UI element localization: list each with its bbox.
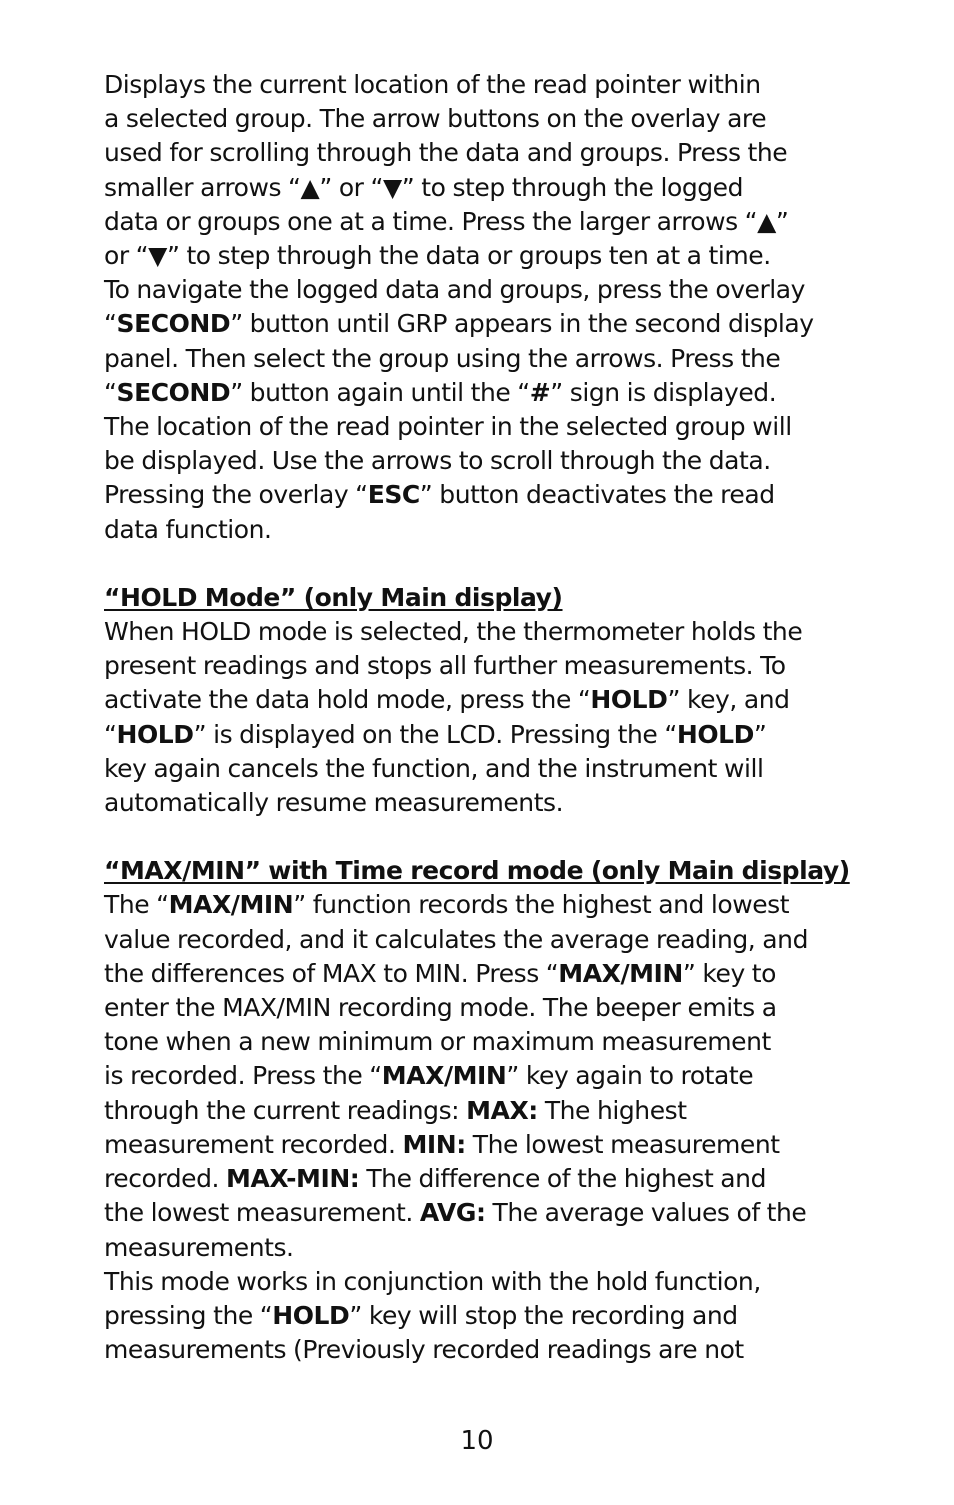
manual-page-content <box>104 68 884 1367</box>
text-run: This mode works in conjunction with the hold function, <box>104 1266 761 1296</box>
text-line <box>104 1128 884 1162</box>
read-pointer-paragraph <box>104 68 884 547</box>
text-run: through the current readings: <box>104 1095 467 1125</box>
paragraph-gap <box>104 547 884 581</box>
text-line <box>104 1196 884 1230</box>
text-run: enter the MAX/MIN recording mode. The beeper emits a <box>104 993 777 1023</box>
text-run: “ <box>104 719 117 749</box>
text-run: a selected group. The arrow buttons on the overlay are <box>104 104 767 134</box>
text-line <box>104 376 884 410</box>
bold-term: MAX: <box>466 1095 538 1125</box>
text-run: ” sign is displayed. <box>550 377 777 407</box>
text-line <box>104 68 884 102</box>
text-line <box>104 410 884 444</box>
text-run: The highest <box>537 1095 687 1125</box>
text-run: ” <box>753 719 767 749</box>
hold-mode-paragraph <box>104 615 884 820</box>
text-run: ” key will stop the recording and <box>349 1300 738 1330</box>
bold-term: SECOND <box>116 309 231 339</box>
bold-term: HOLD <box>590 685 668 715</box>
text-run: key again cancels the function, and the instrument will <box>104 753 764 783</box>
text-run: ” button deactivates the read <box>419 480 775 510</box>
text-line <box>104 102 884 136</box>
text-run: is recorded. Press the “ <box>104 1061 382 1091</box>
text-run: ” is displayed on the LCD. Pressing the “ <box>193 719 677 749</box>
text-run: ” function records the highest and lowest <box>293 890 790 920</box>
bold-term: HOLD <box>116 719 194 749</box>
text-run: data function. <box>104 514 272 544</box>
text-run: data or groups one at a time. Press the larger arrows “▲” <box>104 206 789 236</box>
text-run: be displayed. Use the arrows to scroll through the data. <box>104 446 771 476</box>
text-line <box>104 1265 884 1299</box>
text-run: “ <box>104 309 117 339</box>
text-line <box>104 615 884 649</box>
bold-term: MAX/MIN <box>168 890 294 920</box>
bold-term: MAX-MIN: <box>226 1164 360 1194</box>
text-line <box>104 1094 884 1128</box>
text-line <box>104 786 884 820</box>
text-run: When HOLD mode is selected, the thermometer holds the <box>104 617 803 647</box>
text-run: Pressing the overlay “ <box>104 480 368 510</box>
page-number: 10 <box>460 1426 494 1456</box>
text-run: The difference of the highest and <box>359 1164 766 1194</box>
text-run: ” key to <box>682 958 776 988</box>
bold-term: SECOND <box>116 377 231 407</box>
text-run: “ <box>104 377 117 407</box>
text-line <box>104 1162 884 1196</box>
text-line <box>104 273 884 307</box>
text-line <box>104 1025 884 1059</box>
text-run: used for scrolling through the data and groups. Press the <box>104 138 788 168</box>
text-run: ” key again to rotate <box>506 1061 754 1091</box>
text-line <box>104 683 884 717</box>
text-line <box>104 1333 884 1367</box>
text-line <box>104 957 884 991</box>
hold-mode-heading: “HOLD Mode” (only Main display) <box>104 582 563 612</box>
bold-term: HOLD <box>676 719 754 749</box>
text-run: automatically resume measurements. <box>104 788 564 818</box>
bold-term: MAX/MIN <box>558 958 683 988</box>
text-run: The lowest measurement <box>465 1129 780 1159</box>
text-run: Displays the current location of the read pointer within <box>104 70 761 99</box>
text-run: smaller arrows “▲” or “▼” to step through the logged <box>104 172 744 202</box>
text-run: panel. Then select the group using the arrows. Press the <box>104 343 781 373</box>
text-run: tone when a new minimum or maximum measurement <box>104 1027 771 1057</box>
text-run: ” button until GRP appears in the second display <box>230 309 814 339</box>
text-run: value recorded, and it calculates the average reading, and <box>104 924 808 954</box>
text-run: recorded. <box>104 1164 227 1194</box>
text-line <box>104 342 884 376</box>
text-line <box>104 307 884 341</box>
text-run: ” button again until the “ <box>230 377 530 407</box>
bold-term: ESC <box>367 480 420 510</box>
bold-term: HOLD <box>272 1300 350 1330</box>
text-line <box>104 444 884 478</box>
text-line <box>104 478 884 512</box>
maxmin-mode-paragraph <box>104 888 884 1367</box>
text-run: activate the data hold mode, press the “ <box>104 685 591 715</box>
bold-term: # <box>529 377 551 407</box>
text-run: measurement recorded. <box>104 1129 403 1159</box>
text-line <box>104 888 884 922</box>
text-run: The average values of the <box>485 1198 807 1228</box>
text-line <box>104 136 884 170</box>
text-line <box>104 991 884 1025</box>
text-run: To navigate the logged data and groups, press the overlay <box>104 275 806 305</box>
text-run: the lowest measurement. <box>104 1198 420 1228</box>
text-line <box>104 205 884 239</box>
text-run: ” key, and <box>667 685 790 715</box>
text-line <box>104 649 884 683</box>
text-line <box>104 718 884 752</box>
text-line <box>104 1059 884 1093</box>
text-run: measurements (Previously recorded readings are not <box>104 1335 744 1365</box>
text-line <box>104 1299 884 1333</box>
text-run: The “ <box>104 890 169 920</box>
text-run: pressing the “ <box>104 1300 273 1330</box>
bold-term: MAX/MIN <box>381 1061 507 1091</box>
text-line <box>104 1231 884 1265</box>
paragraph-gap <box>104 820 884 854</box>
text-line <box>104 239 884 273</box>
text-run: The location of the read pointer in the selected group will <box>104 412 792 442</box>
text-line <box>104 171 884 205</box>
text-line <box>104 923 884 957</box>
text-run: or “▼” to step through the data or groups ten at a time. <box>104 241 771 271</box>
text-run: the differences of MAX to MIN. Press “ <box>104 958 559 988</box>
text-run: measurements. <box>104 1232 294 1262</box>
text-run: present readings and stops all further measurements. To <box>104 651 786 681</box>
text-line <box>104 752 884 786</box>
maxmin-mode-heading: “MAX/MIN” with Time record mode (only Main display) <box>104 856 850 886</box>
bold-term: MIN: <box>402 1129 466 1159</box>
text-line <box>104 513 884 547</box>
bold-term: AVG: <box>419 1198 486 1228</box>
